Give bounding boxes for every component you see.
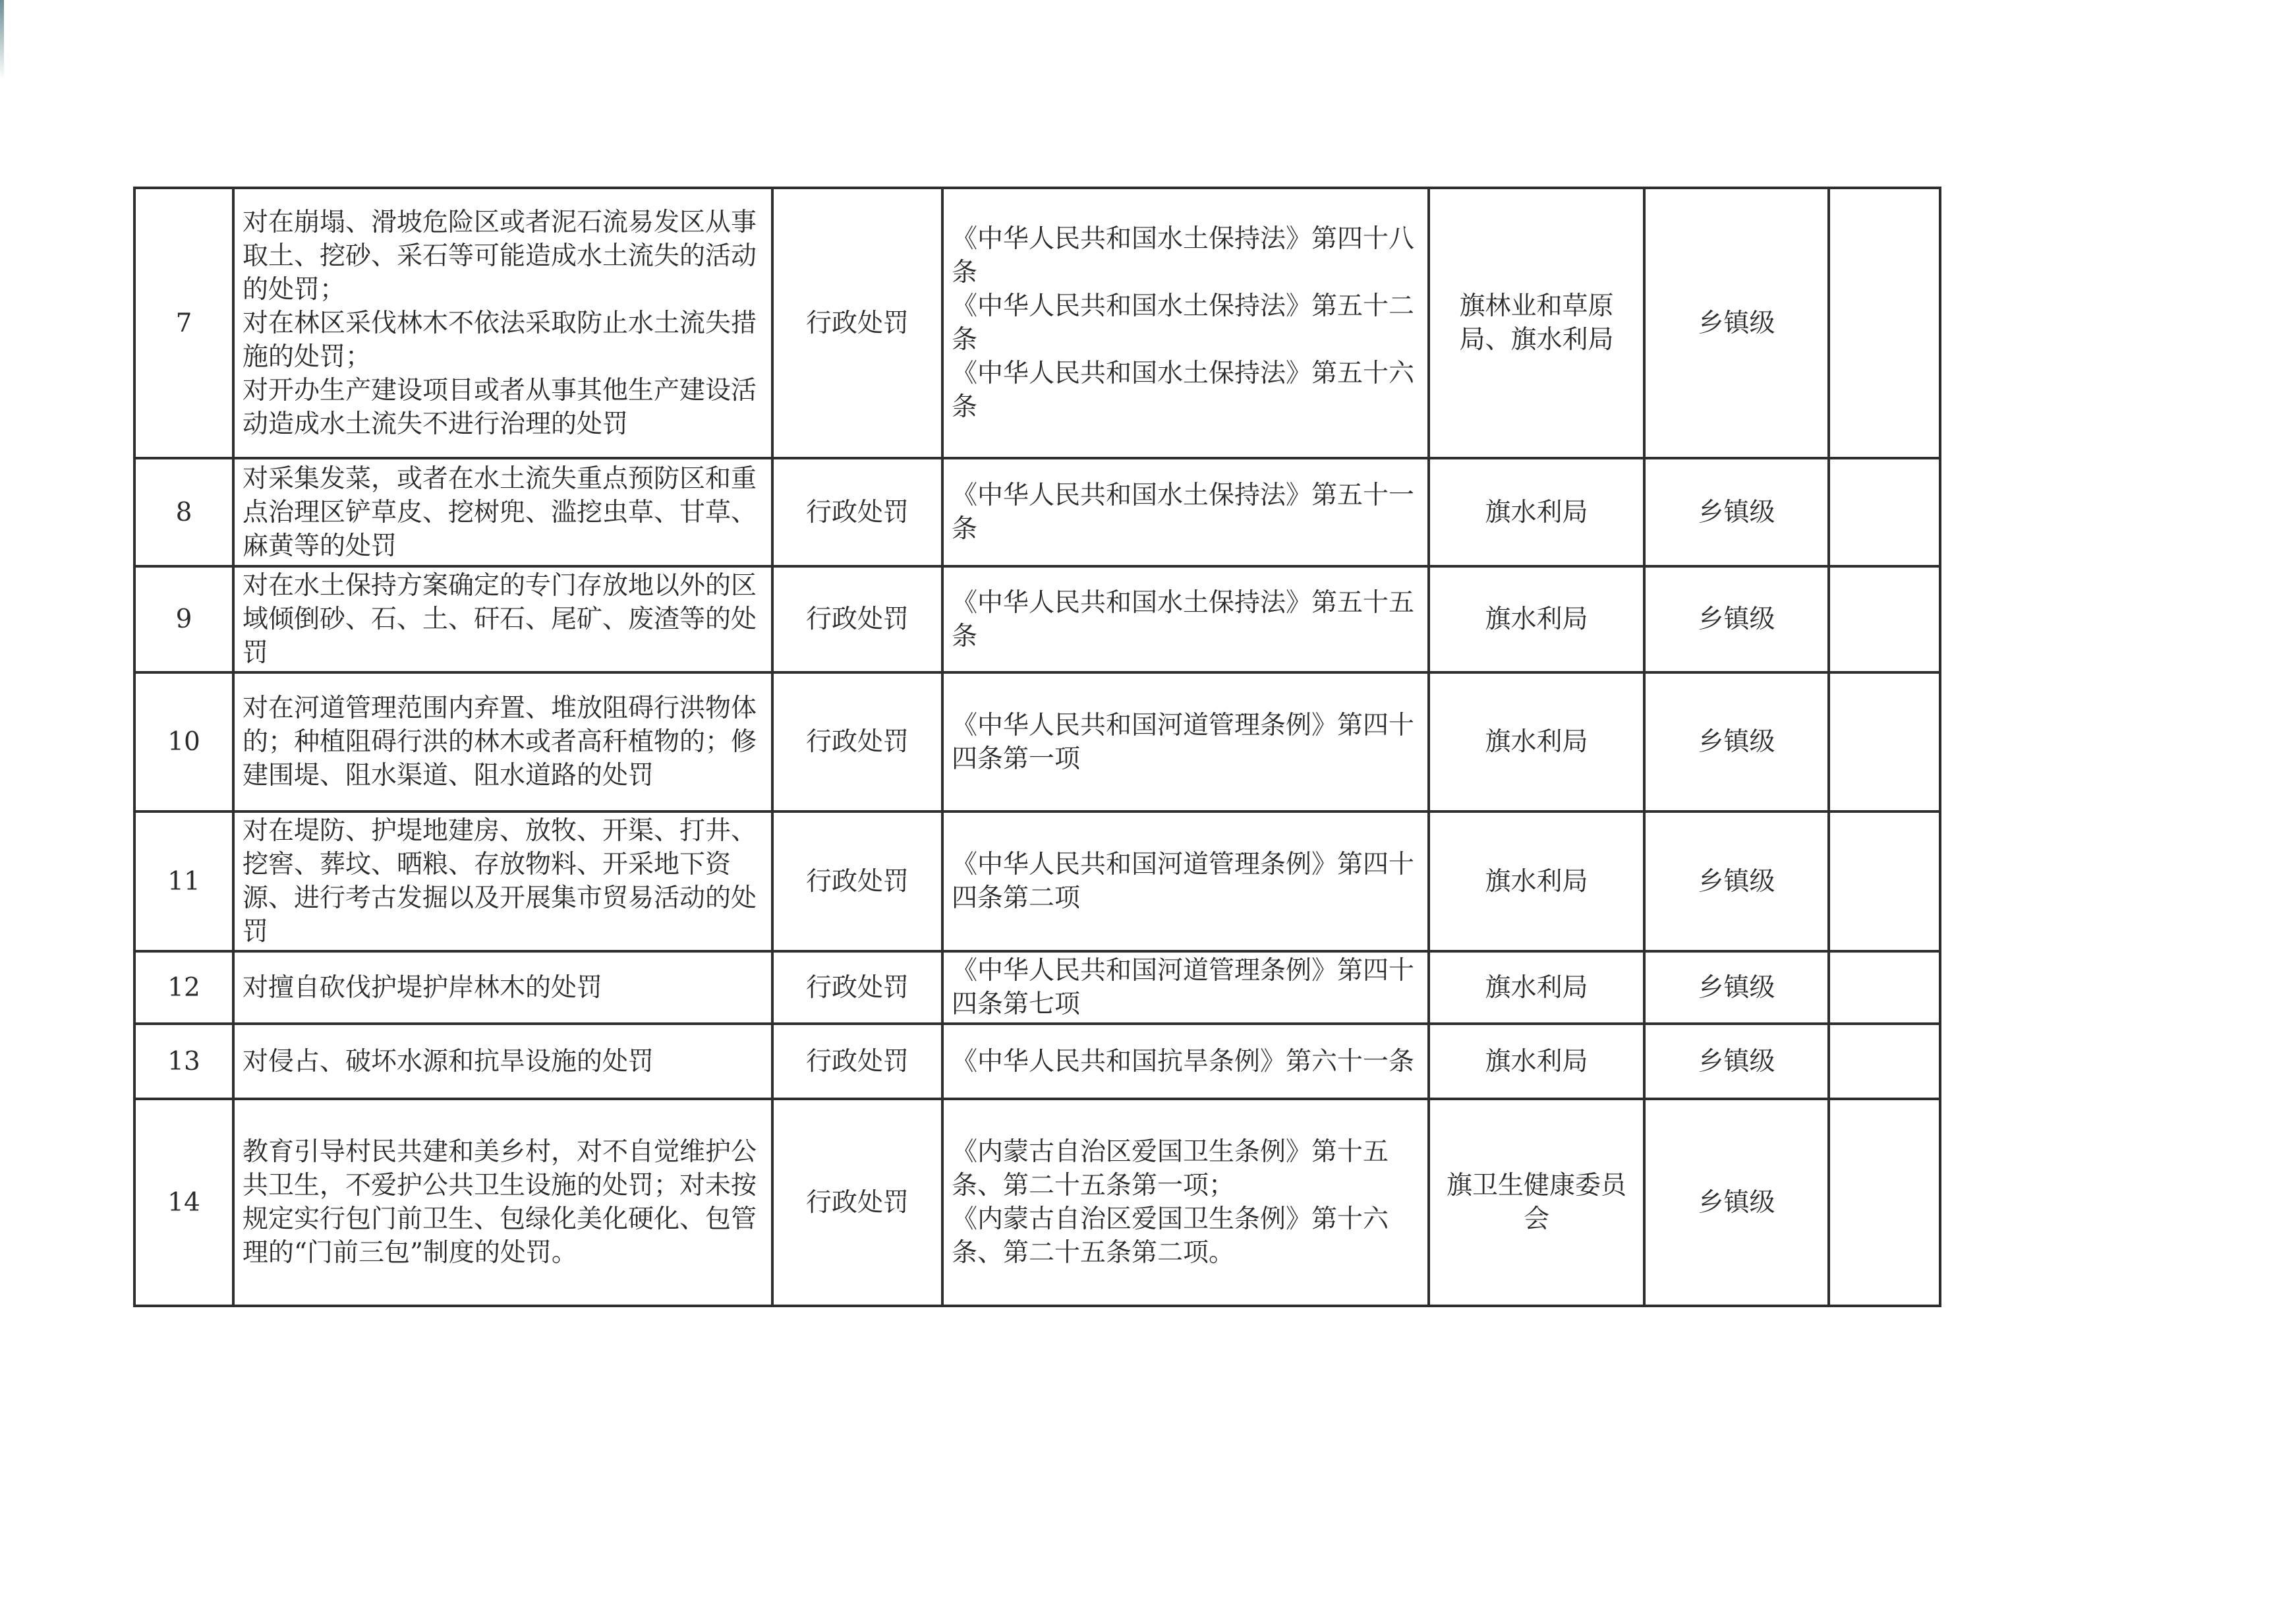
- power-item: [233, 951, 772, 1024]
- responsible-department: 旗林业和草原局、旗水利局: [1429, 188, 1644, 458]
- admin-level: 乡镇级: [1644, 458, 1829, 566]
- power-item: [233, 811, 772, 951]
- admin-level: 乡镇级: [1644, 188, 1829, 458]
- remarks: [1829, 672, 1940, 811]
- power-item-line: 对开办生产建设项目或者从事其他生产建设活动造成水土流失不进行治理的处罚: [243, 375, 757, 439]
- power-type: 行政处罚: [772, 566, 942, 672]
- power-item-line: 对在崩塌、滑坡危险区或者泥石流易发区从事取土、挖砂、采石等可能造成水土流失的活动的处罚；: [243, 207, 757, 305]
- admin-level: 乡镇级: [1644, 1024, 1829, 1099]
- row-number: 9: [134, 566, 233, 672]
- legal-basis: [942, 458, 1429, 566]
- power-item: [233, 1099, 772, 1306]
- legal-basis: [942, 811, 1429, 951]
- power-item: [233, 566, 772, 672]
- power-type: 行政处罚: [772, 672, 942, 811]
- row-number: 11: [134, 811, 233, 951]
- power-item: [233, 672, 772, 811]
- table-row: [134, 672, 1940, 811]
- legal-basis-line: 《中华人民共和国水土保持法》第五十二条: [952, 291, 1415, 355]
- responsible-department: 旗水利局: [1429, 951, 1644, 1024]
- power-item-line: 对在堤防、护堤地建房、放牧、开渠、打井、挖窖、葬坟、晒粮、存放物料、开采地下资源、进行考古发掘以及开展集市贸易活动的处罚: [243, 816, 757, 947]
- row-number: 10: [134, 672, 233, 811]
- table-body: [134, 188, 1940, 1306]
- row-number: 7: [134, 188, 233, 458]
- power-item-line: 教育引导村民共建和美乡村，对不自觉维护公共卫生，不爱护公共卫生设施的处罚；对未按规定实行包门前卫生、包绿化美化硬化、包管理的“门前三包”制度的处罚。: [243, 1137, 757, 1268]
- legal-basis-line: 《内蒙古自治区爱国卫生条例》第十六条、第二十五条第二项。: [952, 1204, 1389, 1268]
- legal-basis: [942, 1099, 1429, 1306]
- power-item-line: 对在水土保持方案确定的专门存放地以外的区域倾倒砂、石、土、矸石、尾矿、废渣等的处罚: [243, 571, 757, 668]
- legal-basis-line: 《中华人民共和国水土保持法》第五十一条: [952, 481, 1415, 544]
- power-type: 行政处罚: [772, 951, 942, 1024]
- remarks: [1829, 951, 1940, 1024]
- power-item-line: 对在河道管理范围内弃置、堆放阻碍行洪物体的；种植阻碍行洪的林木或者高秆植物的；修建围堤、阻水渠道、阻水道路的处罚: [243, 693, 757, 790]
- legal-basis-line: 《中华人民共和国河道管理条例》第四十四条第二项: [952, 850, 1415, 913]
- power-item-line: 对侵占、破坏水源和抗旱设施的处罚: [243, 1046, 654, 1076]
- legal-basis: [942, 951, 1429, 1024]
- remarks: [1829, 811, 1940, 951]
- remarks: [1829, 566, 1940, 672]
- responsible-department: 旗卫生健康委员会: [1429, 1099, 1644, 1306]
- power-list-table: [133, 187, 1941, 1307]
- power-item-line: 对在林区采伐林木不依法采取防止水土流失措施的处罚；: [243, 308, 757, 372]
- power-item-line: 对擅自砍伐护堤护岸林木的处罚: [243, 972, 603, 1003]
- remarks: [1829, 188, 1940, 458]
- legal-basis-line: 《中华人民共和国河道管理条例》第四十四条第七项: [952, 956, 1415, 1019]
- row-number: 8: [134, 458, 233, 566]
- scan-edge-mark: [0, 0, 4, 79]
- legal-basis-line: 《中华人民共和国水土保持法》第五十五条: [952, 587, 1415, 651]
- table-row: [134, 811, 1940, 951]
- remarks: [1829, 458, 1940, 566]
- row-number: 14: [134, 1099, 233, 1306]
- admin-level: 乡镇级: [1644, 1099, 1829, 1306]
- legal-basis: [942, 672, 1429, 811]
- responsible-department: 旗水利局: [1429, 458, 1644, 566]
- table-row: [134, 1024, 1940, 1099]
- responsible-department: 旗水利局: [1429, 811, 1644, 951]
- responsible-department: 旗水利局: [1429, 566, 1644, 672]
- table-row: [134, 566, 1940, 672]
- power-item: [233, 1024, 772, 1099]
- table-row: [134, 1099, 1940, 1306]
- admin-level: 乡镇级: [1644, 672, 1829, 811]
- power-type: 行政处罚: [772, 458, 942, 566]
- responsible-department: 旗水利局: [1429, 672, 1644, 811]
- power-item: [233, 458, 772, 566]
- table-row: [134, 458, 1940, 566]
- legal-basis-line: 《中华人民共和国河道管理条例》第四十四条第一项: [952, 710, 1415, 774]
- row-number: 12: [134, 951, 233, 1024]
- power-type: 行政处罚: [772, 1024, 942, 1099]
- power-type: 行政处罚: [772, 188, 942, 458]
- admin-level: 乡镇级: [1644, 951, 1829, 1024]
- table-row: [134, 188, 1940, 458]
- legal-basis-line: 《内蒙古自治区爱国卫生条例》第十五条、第二十五条第一项；: [952, 1137, 1389, 1200]
- table-row: [134, 951, 1940, 1024]
- legal-basis-line: 《中华人民共和国水土保持法》第四十八条: [952, 224, 1415, 287]
- power-item-line: 对采集发菜，或者在水土流失重点预防区和重点治理区铲草皮、挖树兜、滥挖虫草、甘草、麻黄等的处罚: [243, 463, 757, 561]
- responsible-department: 旗水利局: [1429, 1024, 1644, 1099]
- legal-basis: [942, 188, 1429, 458]
- admin-level: 乡镇级: [1644, 811, 1829, 951]
- legal-basis: [942, 566, 1429, 672]
- power-item: [233, 188, 772, 458]
- row-number: 13: [134, 1024, 233, 1099]
- remarks: [1829, 1024, 1940, 1099]
- power-type: 行政处罚: [772, 1099, 942, 1306]
- legal-basis: [942, 1024, 1429, 1099]
- legal-basis-line: 《中华人民共和国水土保持法》第五十六条: [952, 359, 1415, 422]
- admin-level: 乡镇级: [1644, 566, 1829, 672]
- power-type: 行政处罚: [772, 811, 942, 951]
- legal-basis-line: 《中华人民共和国抗旱条例》第六十一条: [952, 1046, 1415, 1076]
- remarks: [1829, 1099, 1940, 1306]
